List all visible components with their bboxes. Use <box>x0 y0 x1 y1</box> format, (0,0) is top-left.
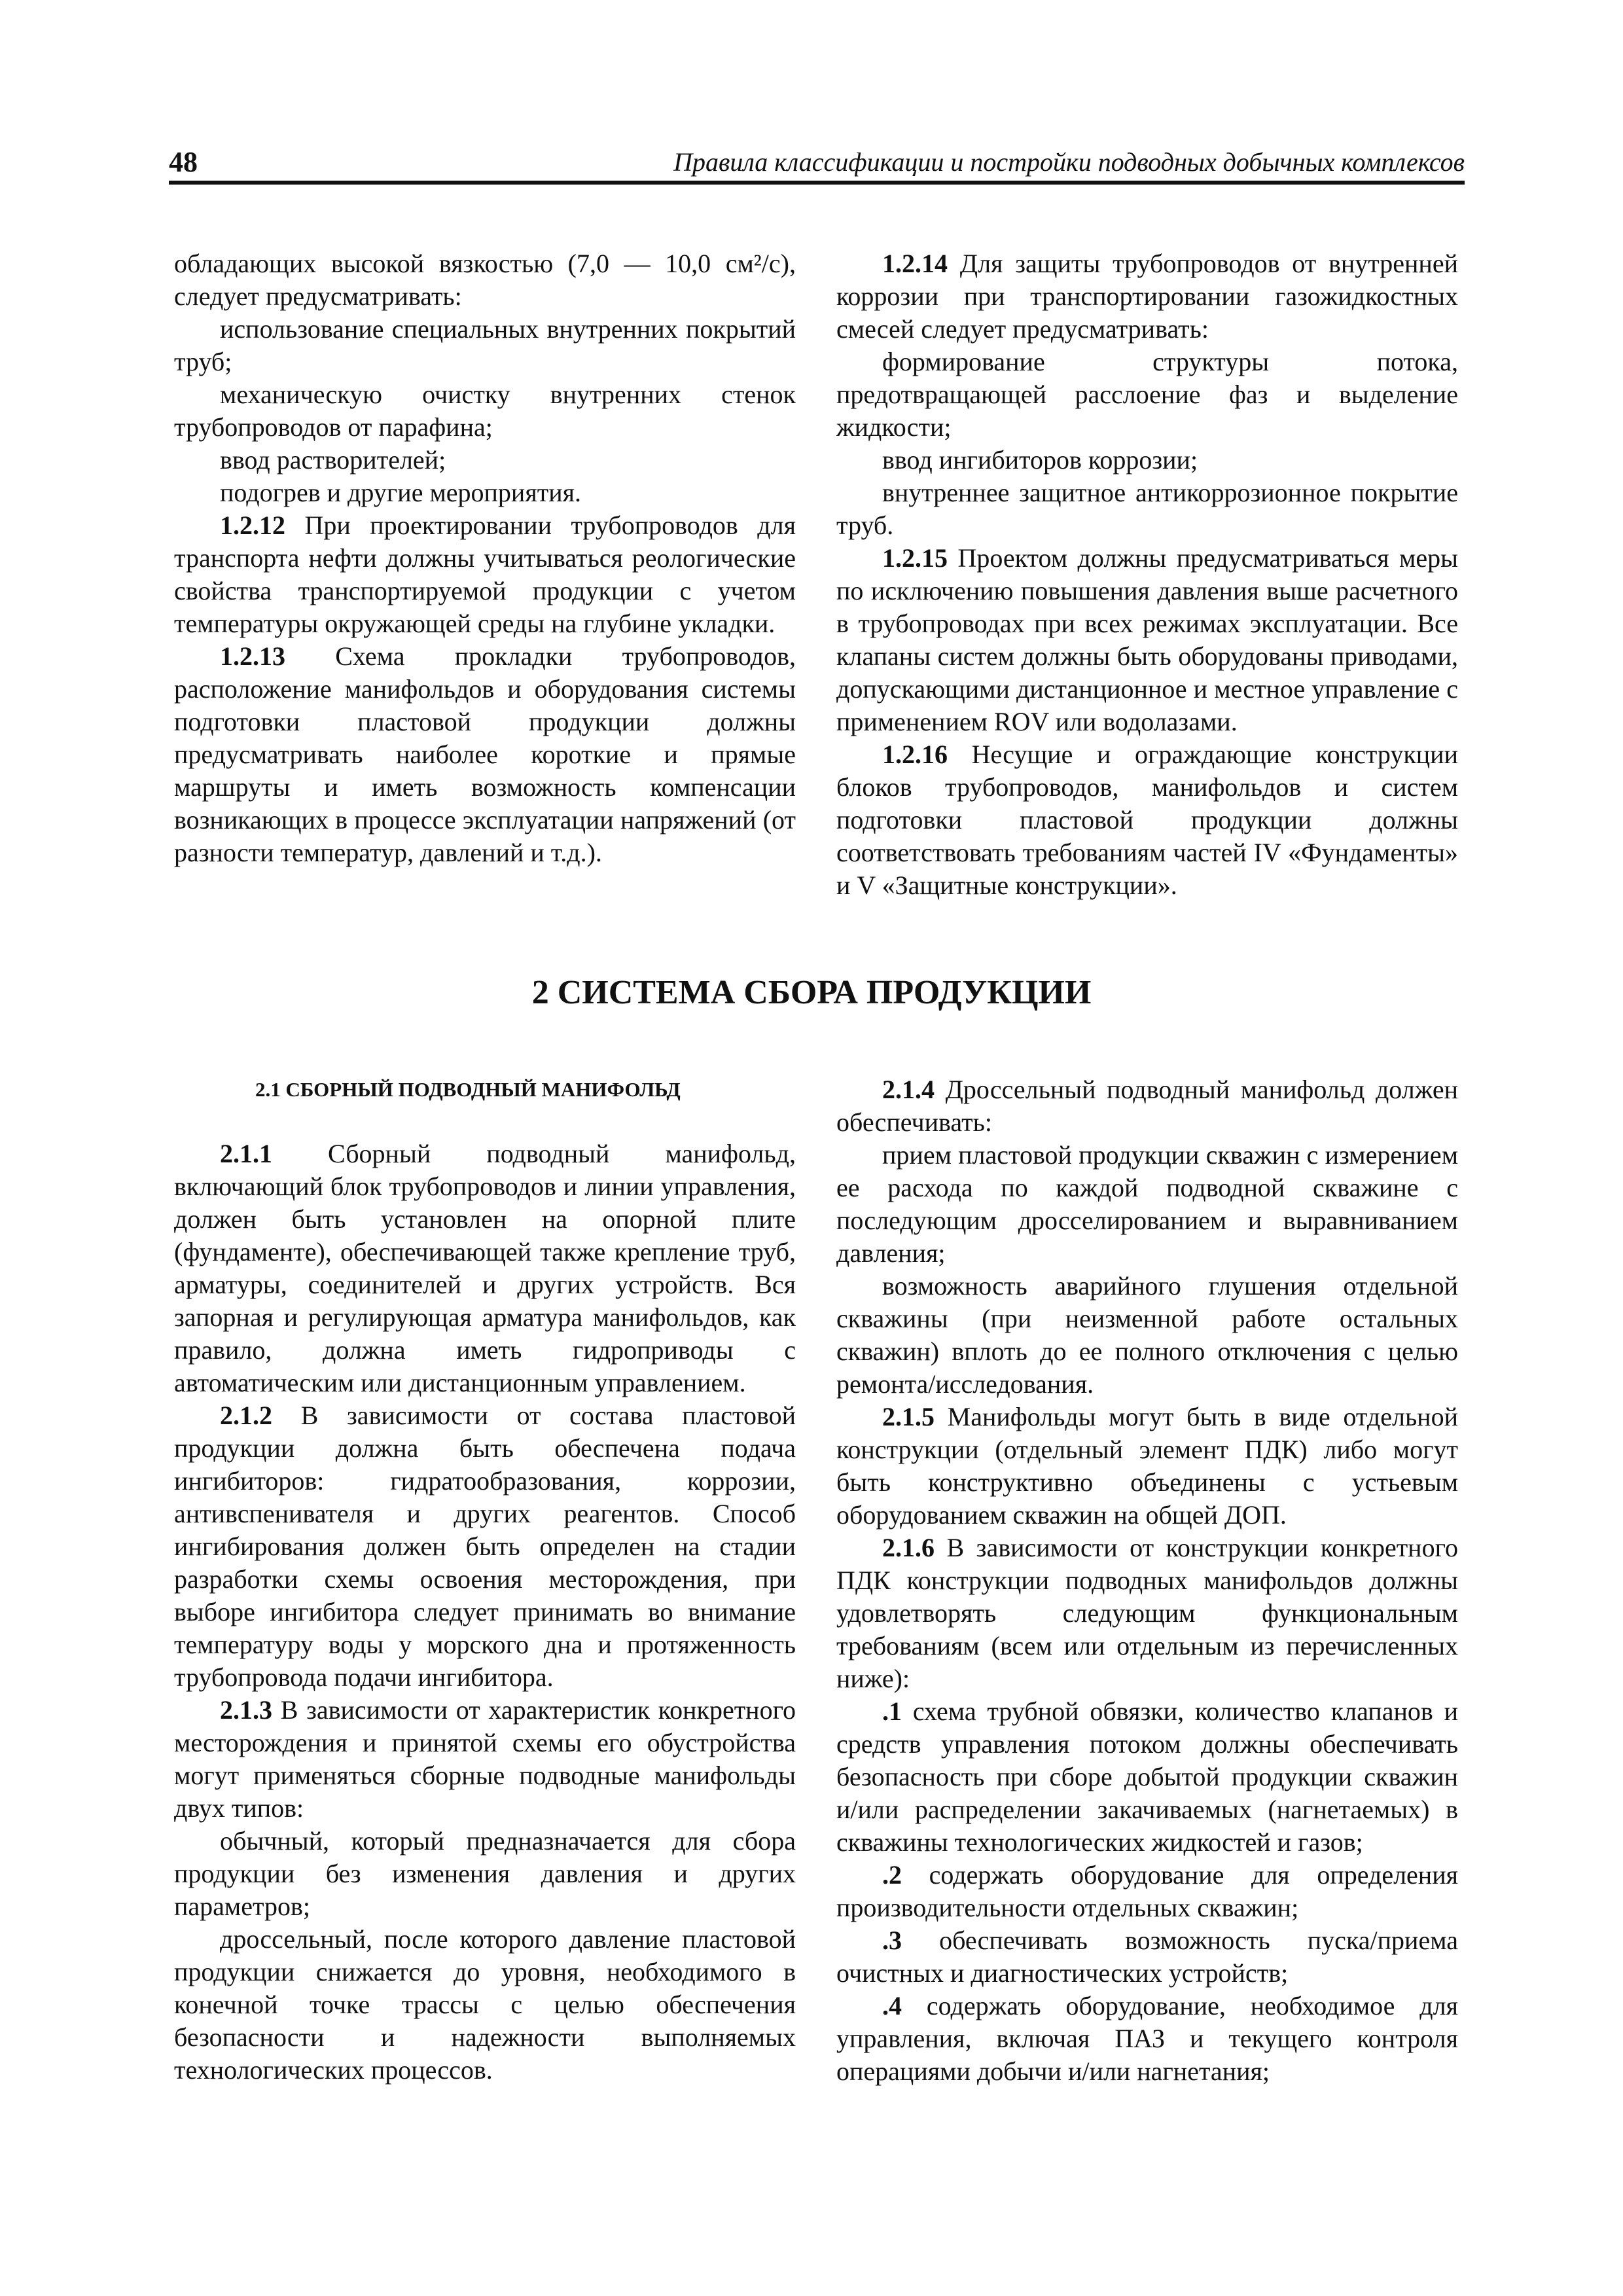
paragraph <box>174 640 796 869</box>
subsection-title: 2.1 СБОРНЫЙ ПОДВОДНЫЙ МАНИФОЛЬД <box>255 1078 681 1101</box>
paragraph <box>174 444 796 476</box>
clause-number: 1.2.13 <box>220 641 285 671</box>
paragraph <box>836 1270 1458 1401</box>
paragraph <box>174 313 796 378</box>
clause-number: .4 <box>882 1991 902 2020</box>
left-column-bottom <box>174 1073 796 2087</box>
paragraph <box>836 542 1458 738</box>
paragraph <box>836 1924 1458 1990</box>
paragraph <box>174 378 796 444</box>
paragraph <box>836 1859 1458 1924</box>
clause-number: 2.1.2 <box>220 1401 272 1430</box>
right-column-top <box>836 247 1458 902</box>
section-title: 2 СИСТЕМА СБОРА ПРОДУКЦИИ <box>531 974 1092 1011</box>
paragraph-text: Для защиты трубопроводов от внутренней коррозии при транспортировании газожидкостных смесей следует предусматривать: <box>836 249 1458 344</box>
paragraph <box>174 1923 796 2087</box>
clause-number: 2.1.4 <box>882 1075 935 1104</box>
clause-number: 1.2.12 <box>220 511 285 540</box>
paragraph <box>174 1694 796 1825</box>
left-bottom-paragraphs <box>174 1138 796 2087</box>
paragraph <box>836 247 1458 346</box>
paragraph-text: ввод растворителей; <box>220 445 446 475</box>
clause-number: 2.1.3 <box>220 1695 272 1725</box>
paragraph <box>174 1138 796 1399</box>
paragraph-text: обладающих высокой вязкостью (7,0 — 10,0 см²/с), следует предусматривать: <box>174 249 796 311</box>
paragraph <box>836 1695 1458 1859</box>
paragraph <box>836 444 1458 476</box>
paragraph-text: содержать оборудование для определения производительности отдельных скважин; <box>836 1860 1458 1922</box>
paragraph-text: содержать оборудование, необходимое для управления, включая ПАЗ и текущего контроля операциями добычи и/или нагнетания; <box>836 1991 1458 2086</box>
paragraph <box>836 346 1458 444</box>
page-number: 48 <box>169 146 198 178</box>
paragraph-text: использование специальных внутренних покрытий труб; <box>174 314 796 376</box>
clause-number: 2.1.5 <box>882 1402 935 1431</box>
paragraph-text: В зависимости от конструкции конкретного ПДК конструкции подводных манифольдов должны удовлетворять следующим функциональным требованиям (всем или отдельным из перечисленных ниже): <box>836 1533 1458 1693</box>
clause-number: .1 <box>882 1696 902 1726</box>
paragraph-text: Дроссельный подводный манифольд должен обеспечивать: <box>836 1075 1458 1137</box>
paragraph-text: формирование структуры потока, предотвращающей расслоение фаз и выделение жидкости; <box>836 347 1458 442</box>
paragraph-text: Несущие и ограждающие конструкции блоков трубопроводов, манифольдов и систем подготовки пластовой продукции должны соответствовать требованиям частей IV «Фундаменты» и V «Защитные конструкции». <box>836 740 1458 900</box>
clause-number: 1.2.15 <box>882 543 948 573</box>
paragraph <box>174 247 796 313</box>
paragraph <box>174 1825 796 1923</box>
paragraph-text: Проектом должны предусматриваться меры по исключению повышения давления выше расчетного в трубопроводах при всех режимах эксплуатации. Все клапаны систем должны быть оборудованы приводами, допускающими дистанционное и местное управление с применением ROV или водолазами. <box>836 543 1458 736</box>
running-title: Правила классификации и постройки подводных добычных комплексов <box>673 147 1465 177</box>
paragraph-text: В зависимости от состава пластовой продукции должна быть обеспечена подача ингибиторов: гидратообразования, коррозии, антивспенивателя и других реагентов. Способ ингибирования должен быть определен на стадии разработки схемы освоения месторождения, при выборе ингибитора следует принимать во внимание температуру воды у морского дна и протяженность трубопровода подачи ингибитора. <box>174 1401 796 1692</box>
paragraph <box>174 476 796 509</box>
clause-number: .3 <box>882 1926 902 1955</box>
paragraph <box>836 1401 1458 1532</box>
paragraph-text: Схема прокладки трубопроводов, расположение манифольдов и оборудования системы подготовки пластовой продукции должны предусматривать наиболее короткие и прямые маршруты и иметь возможность компенсации возникающих в процессе эксплуатации напряжений (от разности температур, давлений и т.д.). <box>174 641 796 867</box>
paragraph <box>174 509 796 640</box>
paragraph-text: подогрев и другие мероприятия. <box>220 478 582 507</box>
paragraph-text: обычный, который предназначается для сбора продукции без изменения давления и других параметров; <box>174 1826 796 1921</box>
paragraph-text: Манифольды могут быть в виде отдельной конструкции (отдельный элемент ПДК) либо могут быть конструктивно объединены с устьевым оборудованием скважин на общей ДОП. <box>836 1402 1458 1530</box>
paragraph <box>836 1073 1458 1139</box>
paragraph <box>836 1139 1458 1270</box>
paragraph-text: дроссельный, после которого давление пластовой продукции снижается до уровня, необходимого в конечной точке трассы с целью обеспечения безопасности и надежности выполняемых технологических процессов. <box>174 1924 796 2085</box>
paragraph-text: прием пластовой продукции скважин с измерением ее расхода по каждой подводной скважине с последующим дросселированием и выравниванием давления; <box>836 1140 1458 1268</box>
paragraph <box>174 1399 796 1694</box>
paragraph-text: В зависимости от характеристик конкретного месторождения и принятой схемы его обустройства могут применяться сборные подводные манифольды двух типов: <box>174 1695 796 1823</box>
left-column-top <box>174 247 796 869</box>
clause-number: 1.2.14 <box>882 249 948 278</box>
paragraph-text: обеспечивать возможность пуска/приема очистных и диагностических устройств; <box>836 1926 1458 1988</box>
paragraph-text: При проектировании трубопроводов для транспорта нефти должны учитываться реологические свойства транспортируемой продукции с учетом температуры окружающей среды на глубине укладки. <box>174 511 796 638</box>
paragraph <box>836 738 1458 902</box>
paragraph <box>836 1532 1458 1695</box>
paragraph <box>836 476 1458 542</box>
clause-number: 2.1.1 <box>220 1139 272 1168</box>
clause-number: 1.2.16 <box>882 740 948 769</box>
running-header <box>169 144 1465 185</box>
clause-number: .2 <box>882 1860 902 1890</box>
paragraph-text: ввод ингибиторов коррозии; <box>882 445 1198 475</box>
paragraph <box>836 1990 1458 2088</box>
paragraph-text: механическую очистку внутренних стенок трубопроводов от парафина; <box>174 380 796 442</box>
paragraph-text: Сборный подводный манифольд, включающий блок трубопроводов и линии управления, должен быть установлен на опорной плите (фундаменте), обеспечивающей также крепление труб, арматуры, соединителей и других устройств. Вся запорная и регулирующая арматура манифольдов, как правило, должна иметь гидроприводы с автоматическим или дистанционным управлением. <box>174 1139 796 1397</box>
right-column-bottom <box>836 1073 1458 2088</box>
paragraph-text: возможность аварийного глушения отдельной скважины (при неизменной работе остальных скважин) вплоть до ее полного отключения с целью ремонта/исследования. <box>836 1271 1458 1399</box>
clause-number: 2.1.6 <box>882 1533 935 1562</box>
paragraph-text: схема трубной обвязки, количество клапанов и средств управления потоком должны обеспечивать безопасность при сборе добытой продукции скважин и/или распределении закачиваемых (нагнетаемых) в скважины технологических жидкостей и газов; <box>836 1696 1458 1857</box>
paragraph-text: внутреннее защитное антикоррозионное покрытие труб. <box>836 478 1458 540</box>
